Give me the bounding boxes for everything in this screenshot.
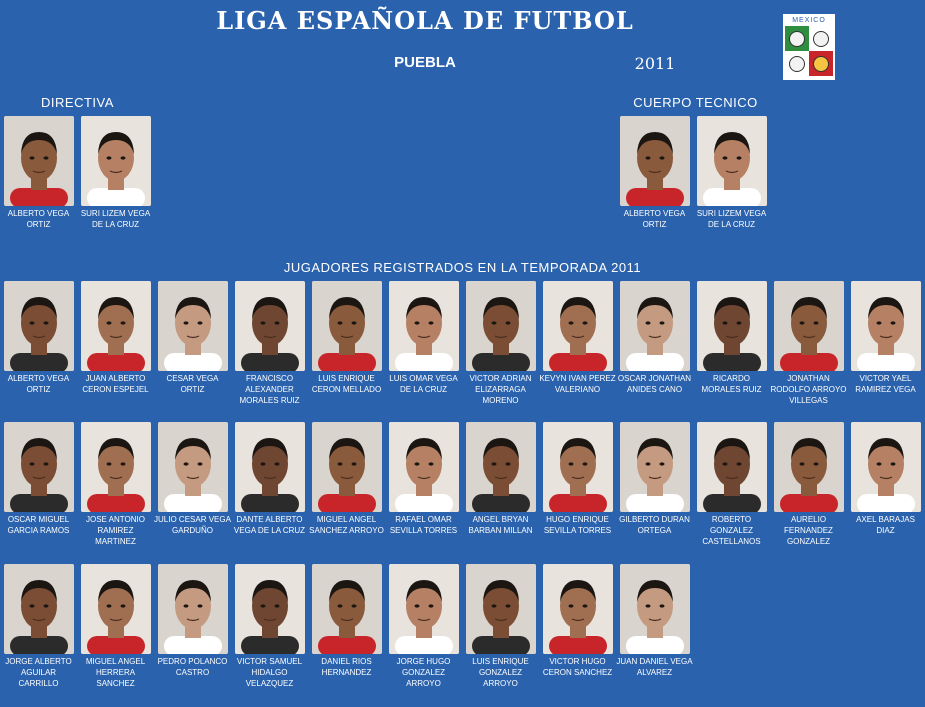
- player-name: OSCAR JONATHAN ANIDES CANO: [617, 374, 692, 394]
- player-card: [616, 422, 693, 536]
- player-photo: [466, 564, 536, 654]
- player-name: ROBERTO GONZALEZ CASTELLANOS: [702, 515, 761, 546]
- player-card: [693, 422, 770, 547]
- player-photo: [81, 281, 151, 371]
- player-photo: [620, 422, 690, 512]
- jugadores-heading: JUGADORES REGISTRADOS EN LA TEMPORADA 2011: [283, 260, 642, 275]
- player-photo: [620, 281, 690, 371]
- directiva-heading: DIRECTIVA: [41, 95, 114, 110]
- player-name: DANTE ALBERTO VEGA DE LA CRUZ: [233, 515, 306, 535]
- player-card: [0, 564, 77, 689]
- player-name: KEVYN IVAN PEREZ VALERIANO: [539, 374, 616, 394]
- player-photo: [620, 564, 690, 654]
- player-card: [539, 281, 616, 395]
- player-name: RAFAEL OMAR SEVILLA TORRES: [389, 515, 458, 535]
- player-card: [0, 422, 77, 536]
- player-photo: [4, 281, 74, 371]
- player-photo: [312, 422, 382, 512]
- player-photo: [4, 422, 74, 512]
- player-name: LUIS ENRIQUE GONZALEZ ARROYO: [472, 657, 529, 688]
- player-card: [770, 422, 847, 547]
- player-photo: [312, 564, 382, 654]
- player-card: [385, 281, 462, 395]
- player-name: VICTOR YAEL RAMIREZ VEGA: [855, 374, 916, 394]
- player-name: HUGO ENRIQUE SEVILLA TORRES: [543, 515, 612, 535]
- player-name: MIGUEL ANGEL SANCHEZ ARROYO: [309, 515, 384, 535]
- player-card: [693, 281, 770, 395]
- player-photo: [4, 564, 74, 654]
- player-card: [154, 281, 231, 395]
- player-card: [539, 564, 616, 678]
- player-photo: [851, 422, 921, 512]
- player-name: CESAR VEGA ORTIZ: [166, 374, 219, 394]
- directiva-member-name: ALBERTO VEGA ORTIZ: [7, 209, 70, 229]
- cuerpo-tecnico-member-name: ALBERTO VEGA ORTIZ: [623, 209, 686, 229]
- player-name: JONATHAN RODOLFO ARROYO VILLEGAS: [770, 374, 847, 405]
- player-name: FRANCISCO ALEXANDER MORALES RUIZ: [239, 374, 300, 405]
- player-photo: [81, 422, 151, 512]
- player-name: AURELIO FERNANDEZ GONZALEZ: [784, 515, 833, 546]
- player-photo: [697, 281, 767, 371]
- player-card: [77, 564, 154, 689]
- player-name: ALBERTO VEGA ORTIZ: [7, 374, 70, 394]
- player-photo: [543, 422, 613, 512]
- player-card: [770, 281, 847, 406]
- player-photo: [851, 281, 921, 371]
- player-card: [154, 564, 231, 678]
- player-name: JUAN ALBERTO CERON ESPEJEL: [82, 374, 149, 394]
- player-photo: [697, 422, 767, 512]
- player-name: OSCAR MIGUEL GARCIA RAMOS: [7, 515, 70, 535]
- season-year: 2011: [634, 54, 676, 73]
- player-name: MIGUEL ANGEL HERRERA SANCHEZ: [85, 657, 146, 688]
- cuerpo-tecnico-member-photo: [620, 116, 690, 206]
- player-name: LUIS ENRIQUE CERON MELLADO: [311, 374, 382, 394]
- city-label: PUEBLA: [394, 54, 456, 71]
- player-name: JORGE HUGO GONZALEZ ARROYO: [396, 657, 451, 688]
- player-name: ANGEL BRYAN BARBAN MILLAN: [468, 515, 533, 535]
- crest-caption: MEXICO: [785, 16, 833, 26]
- cuerpo-tecnico-member-name: SURI LIZEM VEGA DE LA CRUZ: [696, 209, 767, 229]
- player-card: [847, 281, 924, 395]
- player-name: PEDRO POLANCO CASTRO: [157, 657, 228, 677]
- player-card: [462, 422, 539, 536]
- player-card: [616, 564, 693, 678]
- league-title: LIGA ESPAÑOLA DE FUTBOL: [216, 6, 634, 35]
- player-card: [308, 281, 385, 395]
- player-name: VICTOR SAMUEL HIDALGO VELAZQUEZ: [236, 657, 303, 688]
- player-photo: [543, 564, 613, 654]
- player-card: [308, 564, 385, 678]
- player-photo: [235, 422, 305, 512]
- player-photo: [774, 422, 844, 512]
- player-photo: [235, 281, 305, 371]
- directiva-member-name: SURI LIZEM VEGA DE LA CRUZ: [80, 209, 151, 229]
- federation-crest-logo: [783, 14, 835, 80]
- player-photo: [81, 564, 151, 654]
- player-card: [231, 281, 308, 406]
- player-card: [0, 281, 77, 395]
- player-photo: [466, 422, 536, 512]
- player-card: [77, 281, 154, 395]
- player-name: GILBERTO DURAN ORTEGA: [619, 515, 690, 535]
- directiva-member-photo: [4, 116, 74, 206]
- player-photo: [466, 281, 536, 371]
- player-name: AXEL BARAJAS DIAZ: [856, 515, 915, 535]
- player-card: [154, 422, 231, 536]
- player-card: [77, 422, 154, 547]
- player-name: DANIEL RIOS HERNANDEZ: [321, 657, 372, 677]
- player-card: [308, 422, 385, 536]
- directiva-member-photo: [81, 116, 151, 206]
- player-photo: [389, 564, 459, 654]
- player-name: RICARDO MORALES RUIZ: [701, 374, 762, 394]
- player-card: [385, 422, 462, 536]
- player-name: VICTOR HUGO CERON SANCHEZ: [542, 657, 613, 677]
- player-name: JULIO CESAR VEGA GARDUÑO: [154, 515, 231, 535]
- player-card: [385, 564, 462, 689]
- player-photo: [158, 422, 228, 512]
- cuerpo-tecnico-member-card: [616, 116, 693, 230]
- player-card: [462, 564, 539, 689]
- player-name: VICTOR ADRIAN ELIZARRAGA MORENO: [469, 374, 532, 405]
- directiva-member-card: [0, 116, 77, 230]
- player-photo: [158, 281, 228, 371]
- cuerpo-tecnico-heading: CUERPO TECNICO: [633, 95, 758, 110]
- player-photo: [774, 281, 844, 371]
- player-photo: [543, 281, 613, 371]
- player-photo: [312, 281, 382, 371]
- player-name: JUAN DANIEL VEGA ALVAREZ: [616, 657, 693, 677]
- player-name: JOSE ANTONIO RAMIREZ MARTINEZ: [86, 515, 145, 546]
- player-card: [462, 281, 539, 406]
- player-photo: [389, 422, 459, 512]
- player-card: [231, 564, 308, 689]
- player-card: [539, 422, 616, 536]
- player-card: [847, 422, 924, 536]
- player-photo: [389, 281, 459, 371]
- player-card: [616, 281, 693, 395]
- cuerpo-tecnico-member-photo: [697, 116, 767, 206]
- directiva-member-card: [77, 116, 154, 230]
- player-photo: [235, 564, 305, 654]
- player-card: [231, 422, 308, 536]
- player-photo: [158, 564, 228, 654]
- player-name: LUIS OMAR VEGA DE LA CRUZ: [389, 374, 458, 394]
- cuerpo-tecnico-member-card: [693, 116, 770, 230]
- player-name: JORGE ALBERTO AGUILAR CARRILLO: [5, 657, 72, 688]
